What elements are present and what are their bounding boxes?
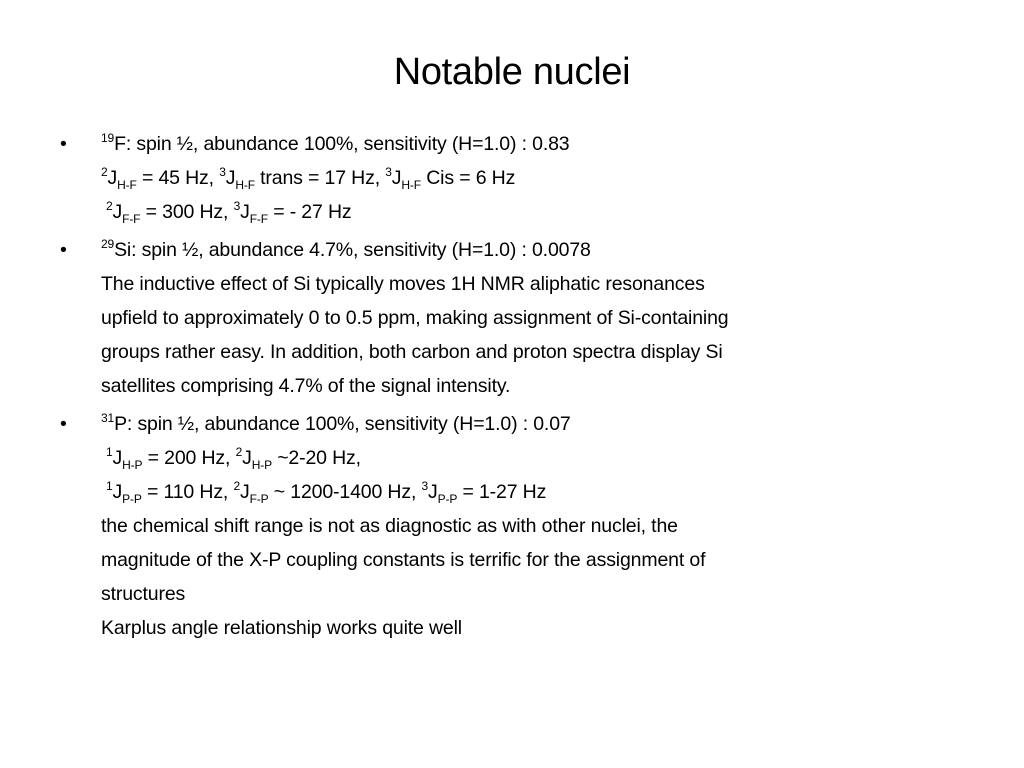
coupling-symbol: J [107,167,118,189]
coupling-order: 3 [421,479,429,493]
coupling-nuclei: F-F [122,212,141,226]
si29-desc-line: groups rather easy. In addition, both carbon and proton spectra display Si [101,341,723,363]
f19-coupling-line-2 [101,195,960,229]
p31-desc-line: the chemical shift range is not as diagnostic as with other nuclei, the [101,515,678,537]
bullet-marker: • [60,413,67,435]
coupling-order: 3 [233,199,241,213]
bullet-list [60,127,960,645]
si29-header-line [101,233,960,267]
coupling-value: trans = 17 Hz, [254,167,386,189]
coupling-nuclei: H-P [122,458,143,472]
bullet-phosphorus-31 [60,407,960,645]
coupling-symbol: J [240,201,250,223]
si29-mass-number: 29 [101,237,115,251]
coupling-value: = 300 Hz, [140,201,234,223]
p31-desc-line: magnitude of the X-P coupling constants is terrific for the assignment of [101,549,706,571]
si29-desc-line: The inductive effect of Si typically moves 1H NMR aliphatic resonances [101,273,705,295]
p31-header-line [101,407,960,441]
coupling-value: = 1-27 Hz [457,481,547,503]
coupling-symbol: J [239,481,250,503]
p31-header-text: P: spin ½, abundance 100%, sensitivity (H=1.0) : 0.07 [114,413,571,435]
coupling-symbol: J [225,167,236,189]
coupling-symbol: J [428,481,438,503]
slide-title: Notable nuclei [393,51,631,93]
coupling-nuclei: H-F [401,178,421,192]
p31-coupling-line-1 [101,441,960,475]
coupling-nuclei: P-P [437,492,458,506]
coupling-order: 2 [106,199,113,213]
coupling-value: ~ 1200-1400 Hz, [268,481,422,503]
coupling-nuclei: H-P [251,458,272,472]
coupling-nuclei: P-P [122,492,142,506]
coupling-nuclei: F-F [249,212,268,226]
coupling-order: 2 [101,165,108,179]
coupling-value: = - 27 Hz [267,201,352,223]
coupling-order: 2 [235,445,243,459]
bullet-marker: • [60,133,67,155]
p31-coupling-line-2 [101,475,960,509]
f19-coupling-line-1 [101,161,960,195]
si29-header-text: Si: spin ½, abundance 4.7%, sensitivity (H=1.0) : 0.0078 [114,239,591,261]
bullet-silicon-29 [60,233,960,403]
coupling-symbol: J [242,447,252,469]
f19-header-text: F: spin ½, abundance 100%, sensitivity (H=1.0) : 0.83 [114,133,570,155]
coupling-value: Cis = 6 Hz [420,167,516,189]
coupling-value: = 45 Hz, [136,167,220,189]
coupling-order: 3 [219,165,226,179]
p31-desc-line: Karplus angle relationship works quite well [101,617,462,639]
p31-desc-line: structures [101,583,186,605]
f19-mass-number: 19 [101,131,115,145]
si29-desc-line: satellites comprising 4.7% of the signal intensity. [101,375,511,397]
coupling-order: 1 [106,479,113,493]
coupling-nuclei: H-F [117,178,137,192]
coupling-symbol: J [112,201,123,223]
coupling-symbol: J [112,481,123,503]
coupling-nuclei: H-F [235,178,255,192]
coupling-order: 3 [385,165,392,179]
si29-desc-line: upfield to approximately 0 to 0.5 ppm, making assignment of Si-containing [101,307,729,329]
coupling-symbol: J [391,167,402,189]
bullet-fluorine-19 [60,127,960,229]
f19-header-line [101,127,960,161]
coupling-order: 1 [106,445,113,459]
coupling-value: ~2-20 Hz, [271,447,361,469]
coupling-value: = 110 Hz, [141,481,234,503]
p31-mass-number: 31 [101,411,115,425]
coupling-symbol: J [112,447,123,469]
coupling-nuclei: F-P [249,492,269,506]
coupling-value: = 200 Hz, [142,447,236,469]
bullet-marker: • [60,239,67,261]
coupling-order: 2 [233,479,240,493]
